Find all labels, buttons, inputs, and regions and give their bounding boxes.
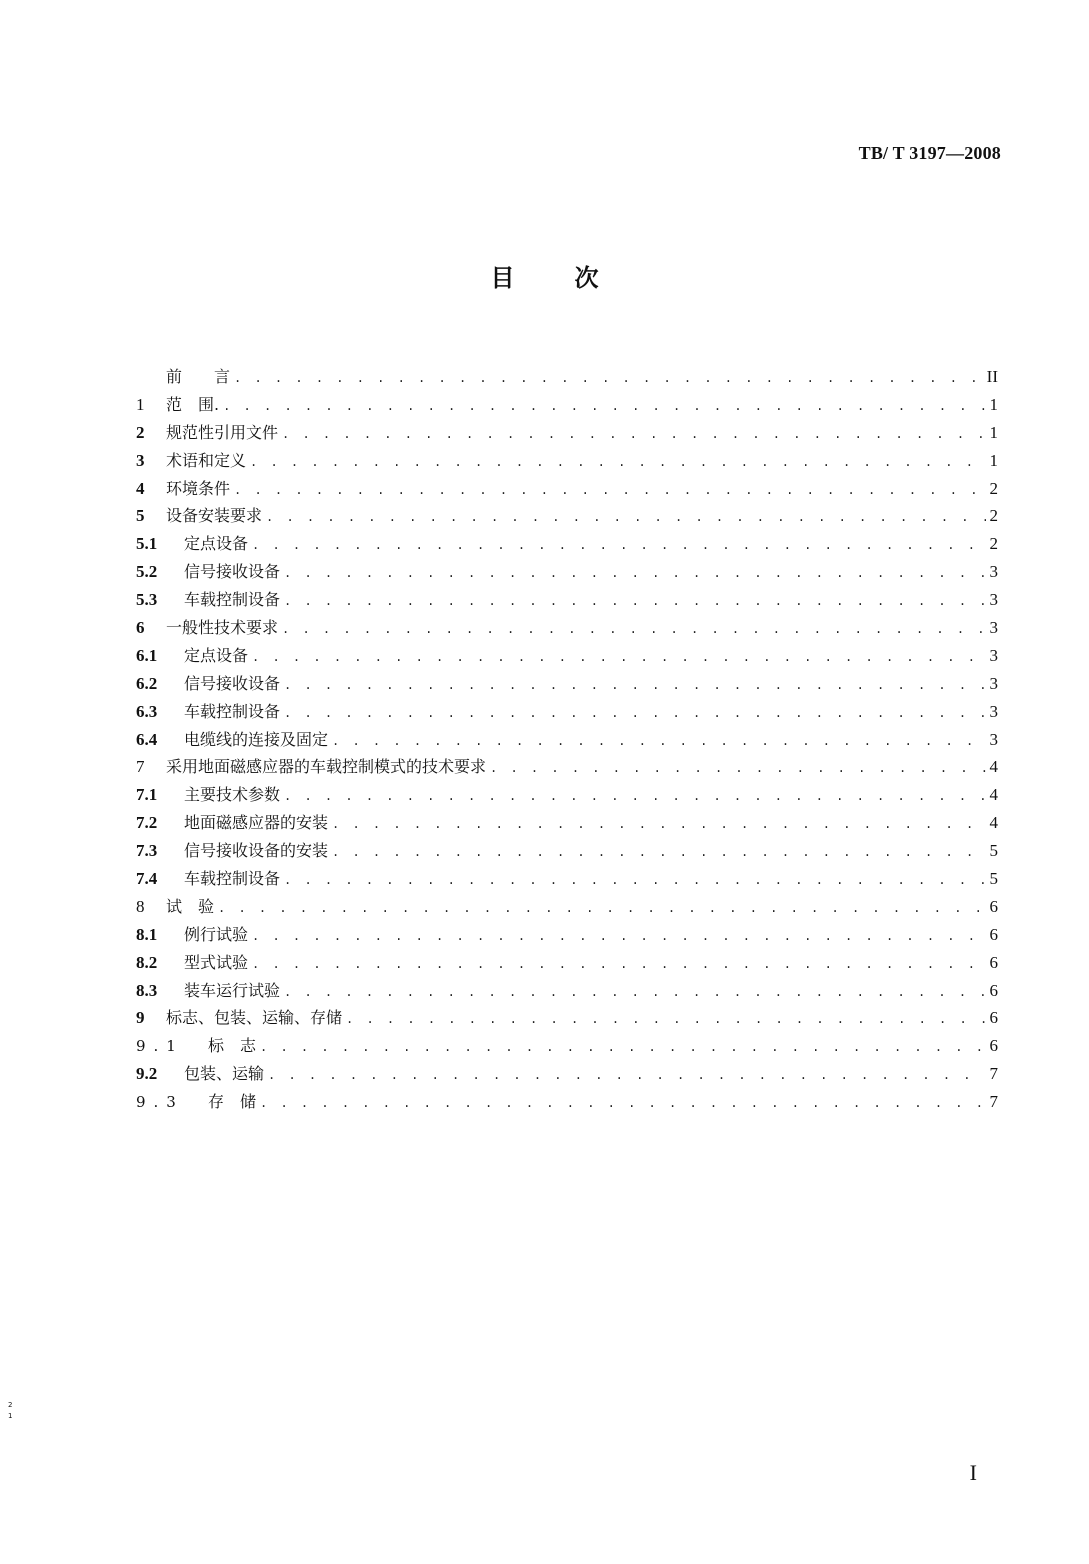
toc-entry-page: 6 xyxy=(989,896,998,916)
toc-entry-page: 7 xyxy=(989,1064,998,1084)
toc-entry-label: 信号接收设备的安装 xyxy=(184,841,329,861)
toc-entry[interactable] xyxy=(136,810,998,838)
toc-entry-page: 6 xyxy=(989,1008,998,1028)
toc-entry-label: 一般性技术要求 xyxy=(166,618,279,638)
toc-entry[interactable] xyxy=(136,615,998,643)
toc-entry[interactable] xyxy=(136,420,998,448)
toc-entry[interactable] xyxy=(136,699,998,727)
toc-entry-label: 环境条件 xyxy=(166,478,231,498)
toc-entry[interactable] xyxy=(136,364,998,392)
toc-entry[interactable] xyxy=(136,727,998,755)
toc-entry-label: 试 验 xyxy=(166,896,215,916)
toc-leader-dots xyxy=(282,622,985,636)
toc-entry[interactable] xyxy=(136,448,998,476)
standard-code: TB/ T 3197—2008 xyxy=(858,143,1001,163)
toc-entry-page: 5 xyxy=(989,841,998,861)
toc-entry-page: II xyxy=(986,367,998,386)
toc-entry[interactable] xyxy=(136,1089,998,1117)
toc-leader-dots xyxy=(252,929,985,943)
toc-entry-number: 3 xyxy=(136,450,145,470)
toc-entry[interactable] xyxy=(136,1033,998,1061)
toc-entry[interactable] xyxy=(136,922,998,950)
toc-entry-label: 设备安装要求 xyxy=(166,506,263,526)
toc-entry[interactable] xyxy=(136,531,998,559)
toc-entry-page: 3 xyxy=(989,673,998,693)
toc-entry-label: 信号接收设备 xyxy=(184,673,281,693)
toc-entry-number: 6.4 xyxy=(136,729,158,749)
toc-entry-page: 3 xyxy=(989,590,998,610)
toc-leader-dots xyxy=(252,538,985,552)
toc-entry-number: 6.3 xyxy=(136,701,158,721)
toc-leader-dots xyxy=(223,399,985,413)
toc-entry-number: 7.2 xyxy=(136,813,158,833)
toc-entry-number: 4 xyxy=(136,478,145,498)
toc-entry-page: 6 xyxy=(989,1036,998,1056)
toc-entry-number: 6.2 xyxy=(136,673,158,693)
toc-entry-number: 7.4 xyxy=(136,869,158,889)
toc-entry-number: 7.3 xyxy=(136,841,158,861)
toc-leader-dots xyxy=(332,734,985,748)
toc-entry-page: 3 xyxy=(989,618,998,638)
toc-leader-dots xyxy=(284,985,985,999)
toc-leader-dots xyxy=(218,901,985,915)
toc-entry-label: 定点设备 xyxy=(184,645,249,665)
toc-entry[interactable] xyxy=(136,754,998,782)
toc-entry-page: 3 xyxy=(989,645,998,665)
toc-entry-number: 6.1 xyxy=(136,645,158,665)
toc-entry[interactable] xyxy=(136,587,998,615)
toc-entry-label: 术语和定义 xyxy=(166,450,247,470)
toc-entry-number: 5.2 xyxy=(136,562,158,582)
toc-entry[interactable] xyxy=(136,559,998,587)
toc-entry-label: 前 言 xyxy=(166,367,231,386)
toc-entry-number: 5.3 xyxy=(136,590,158,610)
toc-entry-page: 1 xyxy=(989,394,998,414)
toc-leader-dots xyxy=(284,678,985,692)
toc-entry-page: 6 xyxy=(989,924,998,944)
toc-entry-number: 8.3 xyxy=(136,980,158,1000)
toc-entry-label: 采用地面磁感应器的车载控制模式的技术要求 xyxy=(166,757,487,777)
toc-entry[interactable] xyxy=(136,476,998,504)
toc-entry-label: 范 围. xyxy=(166,394,220,414)
toc-title: 目次 xyxy=(490,264,659,292)
toc-entry[interactable] xyxy=(136,838,998,866)
toc-entry[interactable] xyxy=(136,671,998,699)
toc-entry-label: 车载控制设备 xyxy=(184,869,281,889)
toc-entry-label: 例行试验 xyxy=(184,924,249,944)
toc-entry-label: 规范性引用文件 xyxy=(166,422,279,442)
toc-leader-dots xyxy=(284,706,985,720)
toc-entry-page: 5 xyxy=(989,869,998,889)
toc-entry[interactable] xyxy=(136,894,998,922)
toc-entry[interactable] xyxy=(136,866,998,894)
toc-entry-page: 3 xyxy=(989,701,998,721)
toc-leader-dots xyxy=(252,650,985,664)
toc-leader-dots xyxy=(490,761,985,775)
page-folio: I xyxy=(969,1460,977,1485)
toc-leader-dots xyxy=(284,873,985,887)
table-of-contents xyxy=(136,364,998,1117)
toc-entry-number: 5.1 xyxy=(136,534,158,554)
toc-entry-number: 5 xyxy=(136,506,145,526)
toc-entry[interactable] xyxy=(136,503,998,531)
toc-entry-label: 存 储 xyxy=(208,1092,257,1112)
toc-entry-page: 1 xyxy=(989,422,998,442)
toc-entry-page: 2 xyxy=(989,478,998,498)
toc-entry[interactable] xyxy=(136,978,998,1006)
toc-leader-dots xyxy=(266,510,985,524)
toc-entry-number: 8.1 xyxy=(136,924,158,944)
toc-leader-dots xyxy=(284,566,985,580)
margin-mark-digit: 1 xyxy=(8,1412,13,1420)
toc-entry-label: 车载控制设备 xyxy=(184,590,281,610)
toc-leader-dots xyxy=(234,371,983,385)
toc-entry-page: 6 xyxy=(989,952,998,972)
toc-leader-dots xyxy=(282,427,985,441)
toc-entry-page: 4 xyxy=(989,813,998,833)
toc-entry-page: 3 xyxy=(989,729,998,749)
toc-entry-page: 3 xyxy=(989,562,998,582)
toc-entry-label: 包装、运输 xyxy=(184,1064,265,1084)
margin-mark-digit: 2 xyxy=(8,1401,13,1409)
toc-leader-dots xyxy=(332,845,985,859)
toc-entry-label: 型式试验 xyxy=(184,952,249,972)
toc-entry-number: 2 xyxy=(136,422,145,442)
toc-leader-dots xyxy=(284,594,985,608)
toc-entry[interactable] xyxy=(136,782,998,810)
toc-entry-label: 装车运行试验 xyxy=(184,980,281,1000)
toc-entry[interactable] xyxy=(136,1061,998,1089)
toc-entry-page: 2 xyxy=(989,506,998,526)
toc-entry-number: 7 xyxy=(136,757,145,777)
toc-leader-dots xyxy=(250,455,985,469)
toc-entry-page: 6 xyxy=(989,980,998,1000)
toc-leader-dots xyxy=(346,1012,985,1026)
toc-entry-number: 1 xyxy=(136,394,145,414)
toc-entry[interactable] xyxy=(136,1005,998,1033)
toc-leader-dots xyxy=(252,957,985,971)
toc-leader-dots xyxy=(268,1068,985,1082)
toc-entry-number: 8 xyxy=(136,896,145,916)
toc-entry-label: 定点设备 xyxy=(184,534,249,554)
toc-entry-page: 1 xyxy=(989,450,998,470)
toc-entry-number: 9 xyxy=(136,1008,145,1028)
toc-entry-number: 6 xyxy=(136,618,145,638)
toc-entry[interactable] xyxy=(136,643,998,671)
toc-entry-number: 9.2 xyxy=(136,1064,158,1084)
toc-entry-page: 2 xyxy=(989,534,998,554)
toc-entry[interactable] xyxy=(136,392,998,420)
toc-entry-label: 信号接收设备 xyxy=(184,562,281,582)
toc-entry-page: 4 xyxy=(989,785,998,805)
toc-entry[interactable] xyxy=(136,950,998,978)
toc-entry-label: 标 志 xyxy=(208,1036,257,1056)
margin-mark xyxy=(8,1400,12,1422)
toc-leader-dots xyxy=(284,789,985,803)
toc-leader-dots xyxy=(332,817,985,831)
toc-entry-number: 9.3 xyxy=(136,1093,184,1112)
toc-leader-dots xyxy=(260,1096,985,1110)
toc-entry-number: 8.2 xyxy=(136,952,158,972)
toc-entry-number: 7.1 xyxy=(136,785,158,805)
toc-entry-page: 7 xyxy=(989,1092,998,1112)
toc-leader-dots xyxy=(234,483,985,497)
toc-entry-page: 4 xyxy=(989,757,998,777)
toc-entry-label: 电缆线的连接及固定 xyxy=(184,729,329,749)
toc-entry-label: 主要技术参数 xyxy=(184,785,281,805)
toc-entry-label: 标志、包装、运输、存储 xyxy=(166,1008,343,1028)
toc-entry-label: 车载控制设备 xyxy=(184,701,281,721)
toc-entry-number: 9.1 xyxy=(136,1037,184,1056)
toc-entry-label: 地面磁感应器的安装 xyxy=(184,813,329,833)
toc-leader-dots xyxy=(260,1040,985,1054)
